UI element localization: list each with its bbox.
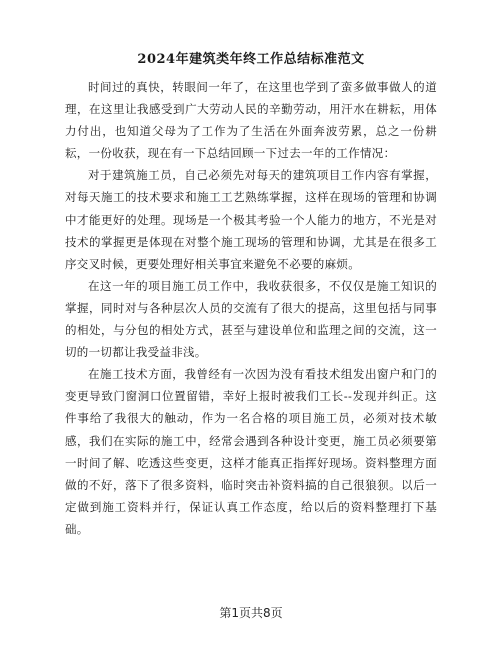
page-number-footer: 第1页共8页: [219, 606, 283, 620]
document-title: 2024年建筑类年终工作总结标准范文: [137, 52, 365, 67]
document-body: [65, 76, 437, 540]
paragraph-construction-duty: 对于建筑施工员，自己必须先对每天的建筑项目工作内容有掌握，对每天施工的技术要求和施工工艺熟练掌握，这样在现场的管理和协调中才能更好的处理。现场是一个极其考验一个人能力的地方，不光是对技术的掌握更是体现在对整个施工现场的管理和协调，尤其是在很多工序交叉时候，更要处理好相关事宜来避免不必要的麻烦。: [65, 168, 437, 271]
paragraph-gains: 在这一年的项目施工员工作中，我收获很多，不仅仅是施工知识的掌握，同时对与各种层次人员的交流有了很大的提高，这里包括与同事的相处，与分包的相处方式，甚至与建设单位和监理之间的交流，这一切的一切都让我受益非浅。: [65, 278, 437, 360]
paragraph-technical-lessons: 在施工技术方面，我曾经有一次因为没有看技术组发出窗户和门的变更导致门窗洞口位置留错，幸好上报时被我们工长--发现并纠正。这件事给了我很大的触动，作为一名合格的项目施工员，必须对技术敏感，我们在实际的施工中，经常会遇到各种设计变更，施工员必须要第一时间了解、吃透这些变更，这样才能真正指挥好现场。资料整理方面做的不好，落下了很多资料，临时突击补资料搞的自己很狼狈。以后一定做到施工资料并行，保证认真工作态度，给以后的资料整理打下基础。: [65, 367, 437, 536]
paragraph-intro: 时间过的真快，转眼间一年了，在这里也学到了蛮多做事做人的道理，在这里让我感受到广大劳动人民的辛勤劳动，用汗水在耕耘，用体力付出，也知道父母为了工作为了生活在外面奔波劳累，总之一份耕耘，一份收获，现在有一下总结回顾一下过去一年的工作情况：: [65, 80, 437, 161]
